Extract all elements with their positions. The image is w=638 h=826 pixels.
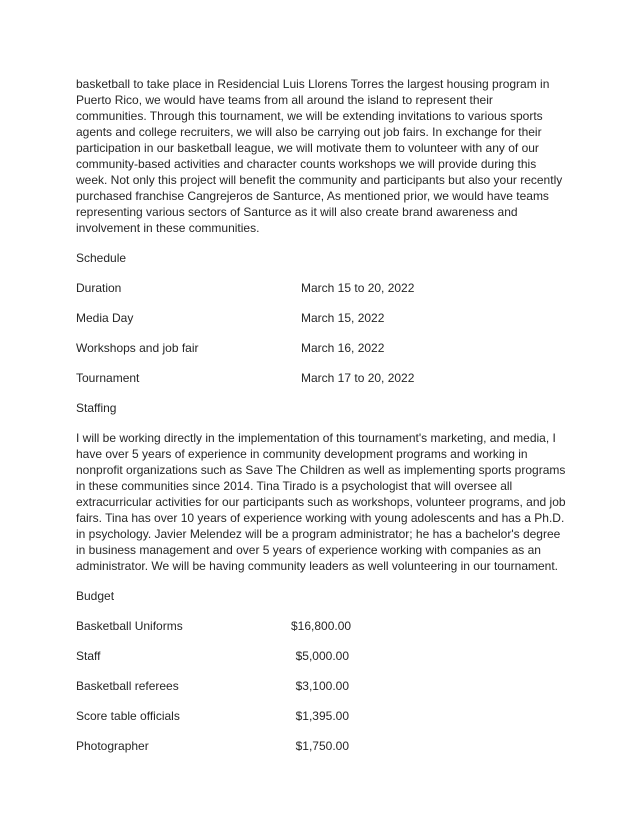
schedule-label: Tournament — [76, 371, 140, 385]
schedule-row — [76, 310, 566, 326]
budget-row — [76, 678, 566, 694]
budget-item: Basketball Uniforms — [76, 619, 183, 633]
budget-row — [76, 708, 566, 724]
budget-row — [76, 648, 566, 664]
staffing-heading: Staffing — [76, 401, 117, 415]
budget-amount: $16,800.00 — [291, 619, 352, 633]
schedule-row — [76, 280, 566, 296]
budget-row — [76, 738, 566, 754]
document-page — [76, 76, 566, 768]
schedule-date: March 17 to 20, 2022 — [301, 371, 415, 385]
budget-item: Score table officials — [76, 709, 180, 723]
schedule-heading: Schedule — [76, 251, 127, 265]
schedule-label: Workshops and job fair — [76, 341, 199, 355]
budget-amount: $5,000.00 — [295, 649, 349, 663]
budget-item: Photographer — [76, 739, 149, 753]
schedule-date: March 15, 2022 — [301, 311, 385, 325]
staffing-paragraph: I will be working directly in the implementation of this tournament's marketing, and media, I have over 5 years of experience in community development programs and working in nonprofit organizations such as Save The Children as well as implementing sports programs in these communities since 2014. Tina Tirado is a psychologist that will oversee all extracurricular activities for our participants such as workshops, volunteer programs, and job fairs. Tina has over 10 years of experience working with young adolescents and has a Ph.D. in psychology. Javier Melendez will be a program administrator; he has a bachelor's degree in business management and over 5 years of experience working with companies as an administrator. We will be having community leaders as well volunteering in our tournament. — [76, 431, 566, 573]
budget-item: Staff — [76, 649, 101, 663]
schedule-date: March 16, 2022 — [301, 341, 385, 355]
budget-section — [76, 588, 566, 754]
schedule-label: Duration — [76, 281, 122, 295]
budget-row — [76, 618, 566, 634]
schedule-row — [76, 340, 566, 356]
schedule-row — [76, 370, 566, 386]
schedule-label: Media Day — [76, 311, 134, 325]
budget-item: Basketball referees — [76, 679, 179, 693]
budget-amount: $3,100.00 — [295, 679, 349, 693]
budget-amount: $1,750.00 — [295, 739, 349, 753]
staffing-section — [76, 400, 566, 574]
budget-amount: $1,395.00 — [295, 709, 349, 723]
schedule-date: March 15 to 20, 2022 — [301, 281, 415, 295]
intro-paragraph: basketball to take place in Residencial Luis Llorens Torres the largest housing program in Puerto Rico, we would have teams from all around the island to represent their communities. Through this tournament, we will be extending invitations to various sports agents and college recruiters, we will also be carrying out job fairs. In exchange for their participation in our basketball league, we will motivate them to volunteer with any of our community-based activities and character counts workshops we will provide during this week. Not only this project will benefit the community and participants but also your recently purchased franchise Cangrejeros de Santurce, As mentioned prior, we would have teams representing various sectors of Santurce as it will also create brand awareness and involvement in these communities. — [76, 77, 563, 235]
schedule-section — [76, 250, 566, 386]
budget-heading: Budget — [76, 589, 115, 603]
